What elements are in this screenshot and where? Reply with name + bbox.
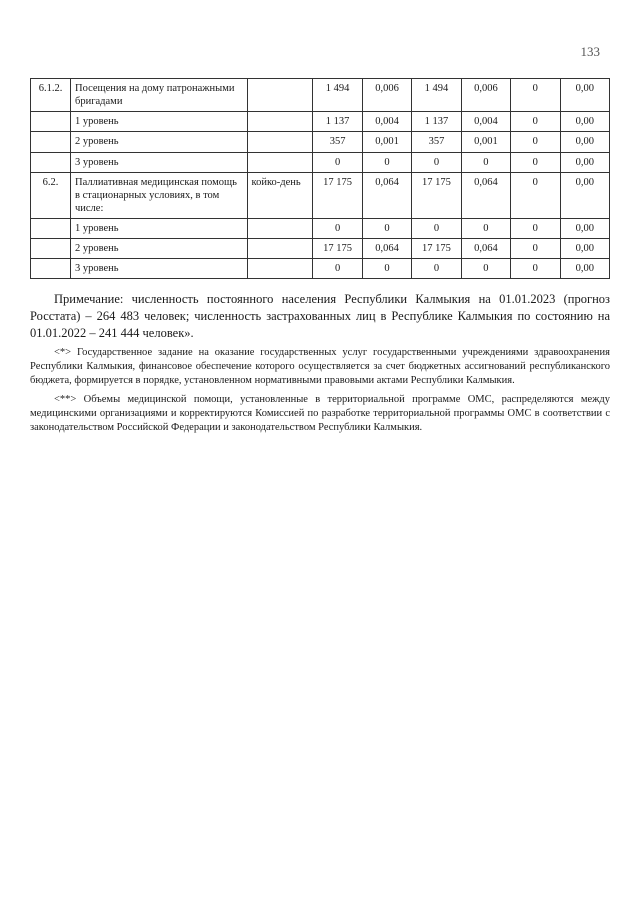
cell-value: 0 bbox=[412, 259, 461, 279]
cell-value: 0 bbox=[461, 259, 510, 279]
cell-value: 0,00 bbox=[560, 219, 609, 239]
cell-value: 17 175 bbox=[412, 172, 461, 218]
cell-value: 0,064 bbox=[362, 239, 411, 259]
row-number bbox=[31, 112, 71, 132]
cell-value: 0,00 bbox=[560, 152, 609, 172]
cell-value: 0 bbox=[511, 132, 560, 152]
table-row bbox=[31, 152, 610, 172]
cell-value: 0,064 bbox=[362, 172, 411, 218]
row-name: Паллиативная медицинская помощь в стационарных условиях, в том числе: bbox=[71, 172, 248, 218]
cell-value: 1 494 bbox=[412, 79, 461, 112]
table-row bbox=[31, 219, 610, 239]
cell-value: 17 175 bbox=[412, 239, 461, 259]
table-row bbox=[31, 259, 610, 279]
footnote-state-assignment: <*> Государственное задание на оказание государственных услуг государственными учреждениями здравоохранения Республики Калмыкия, финансовое обеспечение которого осуществляется за счет бюджетных ассигнований республиканского бюджета, формируется в порядке, установленном нормативными правовыми актами Республики Калмыкия. bbox=[30, 347, 610, 387]
volumes-table bbox=[30, 78, 610, 279]
row-unit bbox=[247, 152, 313, 172]
row-name: 2 уровень bbox=[71, 239, 248, 259]
cell-value: 0 bbox=[461, 219, 510, 239]
cell-value: 1 137 bbox=[313, 112, 362, 132]
row-name: 2 уровень bbox=[71, 132, 248, 152]
cell-value: 0 bbox=[511, 112, 560, 132]
table-row bbox=[31, 239, 610, 259]
table-row bbox=[31, 79, 610, 112]
cell-value: 0,004 bbox=[461, 112, 510, 132]
cell-value: 0 bbox=[313, 152, 362, 172]
cell-value: 17 175 bbox=[313, 172, 362, 218]
cell-value: 357 bbox=[412, 132, 461, 152]
row-number: 6.2. bbox=[31, 172, 71, 218]
row-number bbox=[31, 132, 71, 152]
row-unit: койко-день bbox=[247, 172, 313, 218]
document-body bbox=[30, 78, 610, 439]
row-name: 3 уровень bbox=[71, 152, 248, 172]
cell-value: 0,006 bbox=[461, 79, 510, 112]
footnote-oms-volumes: <**> Объемы медицинской помощи, установленные в территориальной программе ОМС, распределяются между медицинскими организациями и корректируются Комиссией по разработке территориальной программы ОМС в соответствии с законодательством Российской Федерации и законодательством Республики Калмыкия. bbox=[30, 393, 610, 433]
cell-value: 0 bbox=[511, 239, 560, 259]
cell-value: 0 bbox=[511, 172, 560, 218]
cell-value: 17 175 bbox=[313, 239, 362, 259]
row-name: Посещения на дому патронажными бригадами bbox=[71, 79, 248, 112]
cell-value: 0 bbox=[412, 219, 461, 239]
row-number: 6.1.2. bbox=[31, 79, 71, 112]
cell-value: 357 bbox=[313, 132, 362, 152]
row-unit bbox=[247, 219, 313, 239]
cell-value: 0 bbox=[511, 152, 560, 172]
cell-value: 0,00 bbox=[560, 259, 609, 279]
table-row bbox=[31, 172, 610, 218]
table-row bbox=[31, 132, 610, 152]
cell-value: 0 bbox=[511, 259, 560, 279]
row-name: 1 уровень bbox=[71, 112, 248, 132]
table-row bbox=[31, 112, 610, 132]
cell-value: 1 137 bbox=[412, 112, 461, 132]
cell-value: 0,004 bbox=[362, 112, 411, 132]
row-unit bbox=[247, 259, 313, 279]
cell-value: 1 494 bbox=[313, 79, 362, 112]
row-unit bbox=[247, 79, 313, 112]
cell-value: 0,00 bbox=[560, 172, 609, 218]
cell-value: 0 bbox=[362, 152, 411, 172]
cell-value: 0,00 bbox=[560, 239, 609, 259]
cell-value: 0 bbox=[362, 259, 411, 279]
row-unit bbox=[247, 132, 313, 152]
row-number bbox=[31, 259, 71, 279]
cell-value: 0 bbox=[313, 259, 362, 279]
page-number: 133 bbox=[580, 44, 600, 59]
row-number bbox=[31, 152, 71, 172]
row-name: 1 уровень bbox=[71, 219, 248, 239]
cell-value: 0,001 bbox=[362, 132, 411, 152]
cell-value: 0,064 bbox=[461, 172, 510, 218]
population-note: Примечание: численность постоянного населения Республики Калмыкия на 01.01.2023 (прогноз Росстата) – 264 483 человек; численность застрахованных лиц в Республике Калмыкия по состоянию на 01.01.2022 – 241 444 человек». bbox=[30, 292, 610, 341]
cell-value: 0,064 bbox=[461, 239, 510, 259]
cell-value: 0 bbox=[412, 152, 461, 172]
cell-value: 0,00 bbox=[560, 132, 609, 152]
row-name: 3 уровень bbox=[71, 259, 248, 279]
cell-value: 0,001 bbox=[461, 132, 510, 152]
row-number bbox=[31, 239, 71, 259]
row-number bbox=[31, 219, 71, 239]
row-unit bbox=[247, 239, 313, 259]
cell-value: 0,00 bbox=[560, 79, 609, 112]
cell-value: 0 bbox=[511, 79, 560, 112]
cell-value: 0 bbox=[313, 219, 362, 239]
cell-value: 0 bbox=[461, 152, 510, 172]
cell-value: 0 bbox=[362, 219, 411, 239]
cell-value: 0 bbox=[511, 219, 560, 239]
cell-value: 0,00 bbox=[560, 112, 609, 132]
cell-value: 0,006 bbox=[362, 79, 411, 112]
row-unit bbox=[247, 112, 313, 132]
notes-section bbox=[30, 291, 610, 435]
